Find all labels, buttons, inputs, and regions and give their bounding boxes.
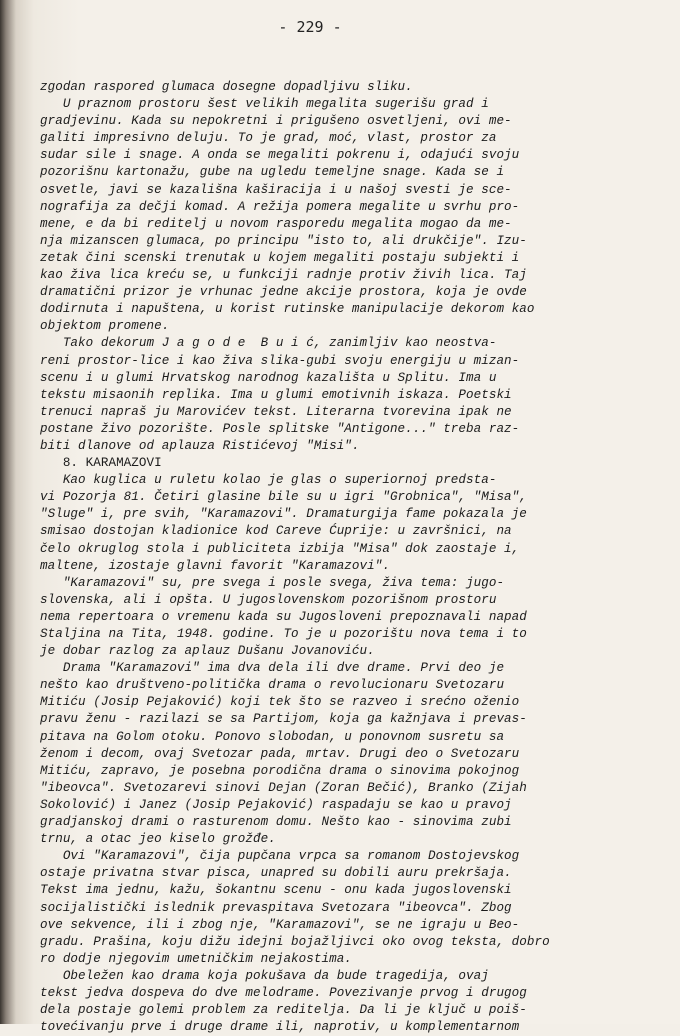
text-line: biti dlanove od aplauza Ristićevoj "Misi".: [40, 438, 360, 453]
text-line: tekst jedva dospeva do dve melodrame. Povezivanje prvog i drugog: [40, 985, 527, 1000]
text-line: vi Pozorja 81. Četiri glasine bile su u igri "Grobnica", "Misa",: [40, 490, 527, 505]
text-line: sudar sile i snage. A onda se megaliti pokrenu i, odajući svoju: [40, 148, 520, 163]
text-line: dodirnuta i napuštena, u korist rutinske manipulacije dekorom kao: [40, 302, 535, 317]
text-line: objektom promene.: [40, 319, 170, 334]
text-line: zetak čini scenski trenutak u kojem megaliti postaju subjekti i: [40, 250, 520, 265]
text-line: nja mizanscen glumaca, po principu "isto to, ali drukčije". Izu-: [40, 233, 527, 248]
text-line: reni prostor-lice i kao živa slika-gubi svoju energiju u mizan-: [40, 353, 520, 368]
text-line: trnu, a otac jeo kiselo grožđe.: [40, 832, 276, 847]
body-text: [40, 79, 650, 1036]
text-line: "Karamazovi" su, pre svega i posle svega, živa tema: jugo-: [40, 575, 505, 590]
text-line: osvetle, javi se kazališna kaširacija i u našoj svesti je sce-: [40, 182, 512, 197]
text-line: nografija za dečji komad. A režija pomera megalite u svrhu pro-: [40, 199, 520, 214]
text-line: Kao kuglica u ruletu kolao je glas o superiornoj predsta-: [40, 473, 497, 488]
text-line: galiti impresivno deluju. To je grad, moć, vlast, prostor za: [40, 131, 497, 146]
text-line: "ibeovca". Svetozarevi sinovi Dejan (Zoran Bečić), Branko (Zijah: [40, 780, 527, 795]
text-line: trenuci napraš ju Marovićev tekst. Literarna tvorevina ipak ne: [40, 404, 512, 419]
text-line: pravu ženu - razilazi se sa Partijom, koja ga kažnjava i prevas-: [40, 712, 527, 727]
text-line: Drama "Karamazovi" ima dva dela ili dve drame. Prvi deo je: [40, 661, 505, 676]
text-line: Mitiću (Josip Pejaković) koji tek što se razveo i srećno oženio: [40, 695, 520, 710]
text-line: zgodan raspored glumaca dosegne dopadljivu sliku.: [40, 80, 413, 94]
text-line: ženom i decom, ovaj Svetozar pada, mrtav. Drugi deo o Svetozaru: [40, 746, 520, 761]
text-line: čelo okruglog stola i publiciteta izbija "Misa" dok zaostaje i,: [40, 541, 520, 556]
text-line: dela postaje golemi problem za reditelja. Da li je ključ u poiš-: [40, 1003, 527, 1018]
text-line: dramatični prizor je vrhunac jedne akcije prostora, koja je ovde: [40, 285, 527, 300]
text-line: tekstu misaonih replika. Ima u glumi emotivnih iskaza. Poetski: [40, 387, 512, 402]
text-line: je dobar razlog za aplauz Dušanu Jovanoviću.: [40, 644, 375, 659]
text-line: kao živa lica kreću se, u funkciji radnje protiv živih lica. Taj: [40, 268, 527, 283]
text-line: tovećivanju prve i druge drame ili, naprotiv, u komplementarnom: [40, 1020, 520, 1035]
text-line: socijalistički islednik prevaspitava Svetozara "ibeovca". Zbog: [40, 900, 512, 915]
section-heading: 8. KARAMAZOVI: [40, 456, 162, 471]
text-line: pitava na Golom otoku. Ponovo slobodan, u ponovnom susretu sa: [40, 729, 505, 744]
text-line: ostaje privatna stvar pisca, unapred su dobili auru prekršaja.: [40, 866, 512, 881]
text-line: scenu i u glumi Hrvatskog narodnog kazališta u Splitu. Ima u: [40, 370, 497, 385]
text-line: ro dodje njegovim umetničkim nejakostima.: [40, 951, 352, 966]
text-line: postane živo pozorište. Posle splitske "Antigone..." treba raz-: [40, 421, 520, 436]
text-line: Tako dekorum J a g o d e B u i ć, zanimljiv kao neostva-: [40, 336, 497, 351]
text-line: gradu. Prašina, koju dižu idejni bojažljivci oko ovog teksta, dobro: [40, 934, 550, 949]
text-line: slovenska, ali i opšta. U jugoslovenskom pozorišnom prostoru: [40, 592, 497, 607]
text-line: Obeležen kao drama koja pokušava da bude tragedija, ovaj: [40, 968, 489, 983]
text-line: Sokolović) i Janez (Josip Pejaković) raspadaju se kao u pravoj: [40, 797, 512, 812]
text-line: Staljina na Tita, 1948. godine. To je u pozorištu nova tema i to: [40, 627, 527, 641]
text-line: mene, e da bi reditelj u novom rasporedu megalita mogao da me-: [40, 216, 512, 231]
text-line: nešto kao društveno-politička drama o revolucionaru Svetozaru: [40, 678, 505, 693]
text-line: smisao dostojan kladionice kod Careve Ćuprije: u završnici, na: [40, 524, 512, 539]
text-line: ove sekvence, ili i zbog nje, "Karamazovi", se ne igraju u Beo-: [40, 917, 520, 932]
text-line: Tekst ima jednu, kažu, šokantnu scenu - onu kada jugoslovenski: [40, 883, 512, 898]
text-line: Ovi "Karamazovi", čija pupčana vrpca sa romanom Dostojevskog: [40, 849, 520, 864]
text-line: nema repertoara o vremenu kada su Jugosloveni prepoznavali napad: [40, 609, 527, 624]
text-line: U praznom prostoru šest velikih megalita sugerišu grad i: [40, 97, 489, 112]
page-number: - 229 -: [278, 18, 342, 36]
text-line: Mitiću, zapravo, je posebna porodična drama o sinovima pokojnog: [40, 763, 520, 778]
text-line: "Sluge" i, pre svih, "Karamazovi". Dramaturgija fame pokazala je: [40, 507, 527, 522]
text-line: maltene, izostaje glavni favorit "Karamazovi".: [40, 558, 390, 573]
text-line: gradjevinu. Kada su nepokretni i prigušeno osvetljeni, ovi me-: [40, 114, 512, 129]
text-line: pozorišnu kartonažu, gube na ugledu temeljne snage. Kada se i: [40, 165, 505, 180]
text-line: gradjanskoj drami o rasturenom domu. Nešto kao - sinovima zubi: [40, 815, 512, 830]
